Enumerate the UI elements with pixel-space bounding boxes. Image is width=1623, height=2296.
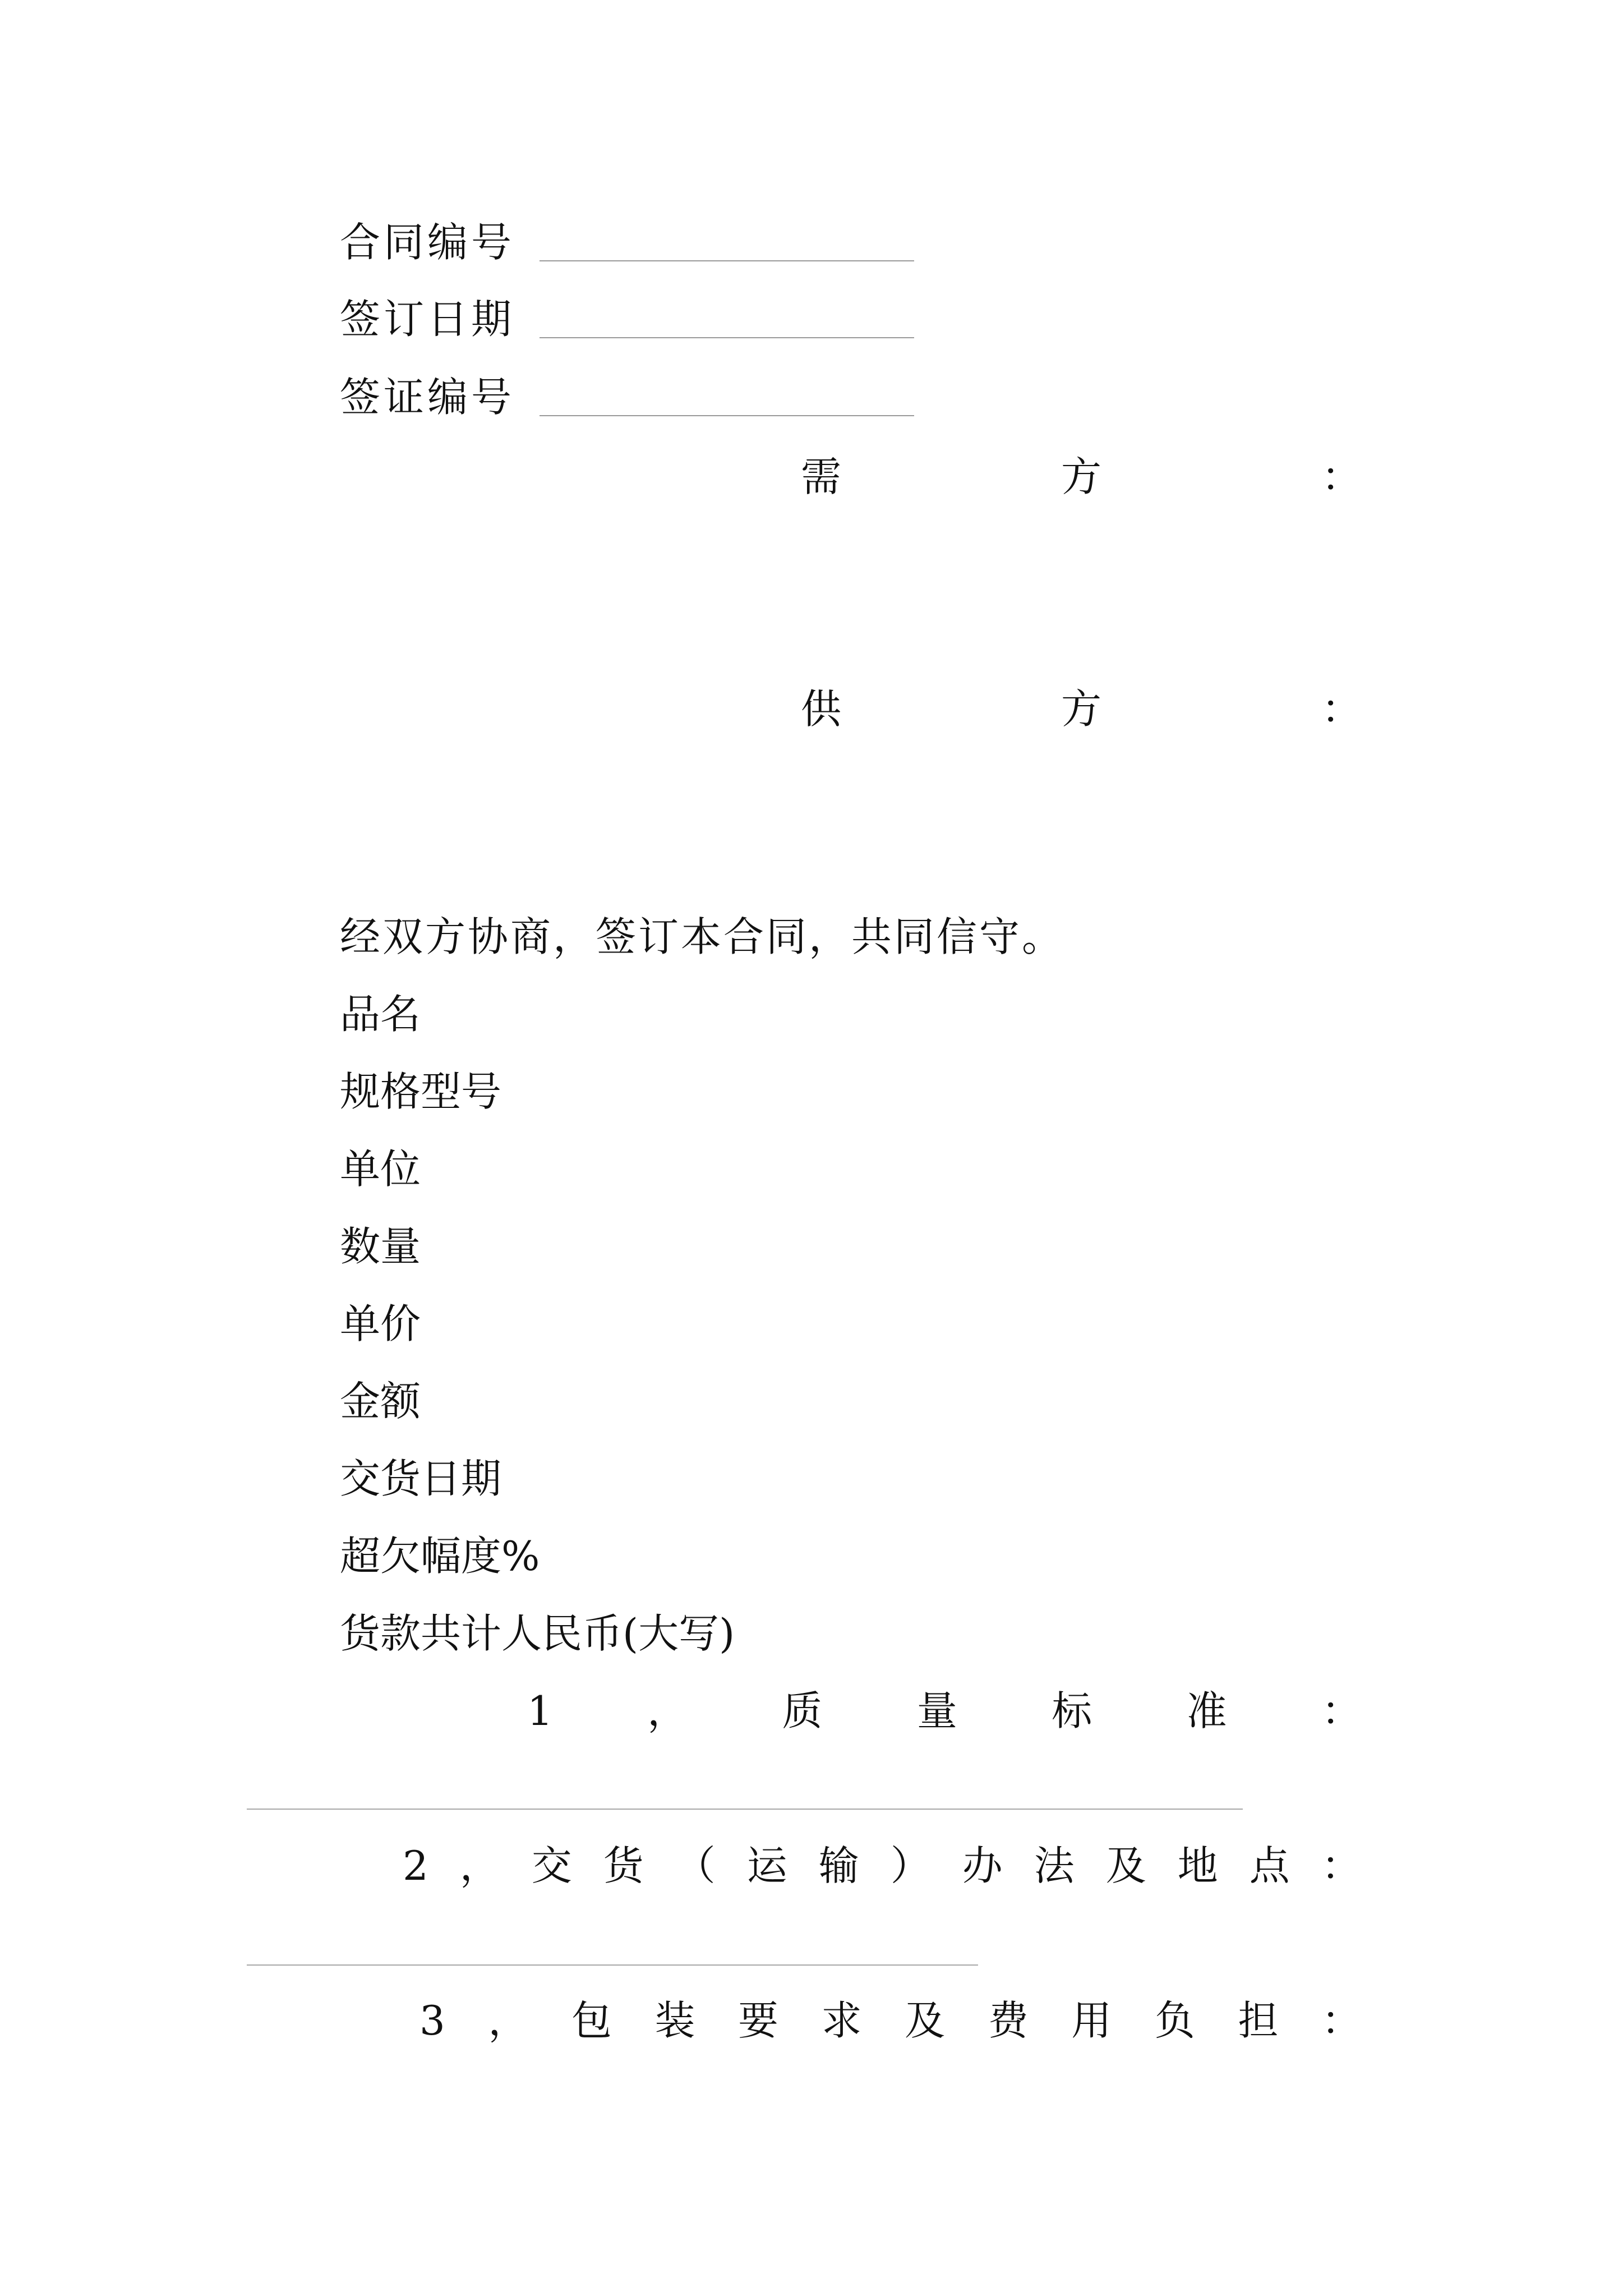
clause-char: ， — [459, 1842, 500, 1889]
clause-char: 要 — [738, 1997, 779, 2044]
clause-char: 2 — [403, 1842, 428, 1889]
intro-text: 经双方协商，签订本合同，共同信守。 — [340, 913, 1065, 960]
clause-char: 及 — [905, 1997, 946, 2044]
buyer-char: 方 — [1061, 453, 1101, 500]
clause-char: ： — [1321, 1997, 1362, 2044]
contract-number-label: 合同编号 — [340, 219, 515, 266]
clause-char: 1 — [527, 1687, 553, 1734]
item-label: 单位 — [340, 1145, 421, 1193]
seller-char: 供 — [801, 685, 842, 733]
buyer-char: ： — [1321, 453, 1362, 500]
clause-char: 3 — [419, 1997, 445, 2044]
seller-char: ： — [1321, 685, 1362, 733]
clause-char: 负 — [1154, 1997, 1195, 2044]
clause-1-blank-line — [247, 1809, 1243, 1810]
clause-char: 费 — [988, 1997, 1029, 2044]
clause-char: 量 — [916, 1687, 957, 1734]
clause-2 — [403, 1842, 1362, 1889]
clause-char: ： — [1321, 1842, 1362, 1889]
clause-char: 求 — [821, 1997, 862, 2044]
clause-char: 交 — [531, 1842, 572, 1889]
clause-char: （ — [675, 1842, 716, 1889]
clause-char: 输 — [818, 1842, 859, 1889]
clause-char: 办 — [962, 1842, 1003, 1889]
visa-number-field — [340, 374, 914, 421]
item-label: 单价 — [340, 1300, 421, 1347]
clause-char: ， — [488, 1997, 529, 2044]
sign-date-label: 签订日期 — [340, 296, 515, 343]
visa-number-label: 签证编号 — [340, 374, 515, 421]
item-label: 规格型号 — [340, 1068, 502, 1115]
item-label: 品名 — [340, 991, 421, 1038]
item-label: 金额 — [340, 1378, 421, 1425]
visa-number-blank — [540, 415, 914, 416]
item-label: 货款共计人民币(大写) — [340, 1610, 735, 1657]
item-label: 数量 — [340, 1223, 421, 1270]
item-label: 超欠幅度% — [340, 1533, 540, 1580]
buyer-line — [801, 453, 1362, 500]
contract-number-blank — [540, 260, 914, 261]
clause-char: 包 — [571, 1997, 612, 2044]
clause-char: 点 — [1249, 1842, 1290, 1889]
buyer-char: 需 — [801, 453, 842, 500]
clause-char: 质 — [782, 1687, 823, 1734]
clause-2-blank-line — [247, 1964, 978, 1966]
clause-char: ） — [890, 1842, 931, 1889]
clause-char: 用 — [1071, 1997, 1112, 2044]
clause-3 — [419, 1997, 1362, 2044]
sign-date-field — [340, 296, 914, 343]
clause-char: 及 — [1105, 1842, 1146, 1889]
clause-char: 标 — [1052, 1687, 1092, 1734]
seller-char: 方 — [1061, 685, 1101, 733]
seller-line — [801, 685, 1362, 733]
clause-char: 担 — [1238, 1997, 1279, 2044]
clause-char: 货 — [603, 1842, 644, 1889]
clause-char: ， — [647, 1687, 688, 1734]
clause-char: 法 — [1034, 1842, 1075, 1889]
clause-char: 地 — [1177, 1842, 1218, 1889]
contract-number-field — [340, 219, 914, 266]
clause-char: 运 — [746, 1842, 787, 1889]
clause-char: 准 — [1186, 1687, 1227, 1734]
clause-char: ： — [1321, 1687, 1362, 1734]
item-label: 交货日期 — [340, 1455, 502, 1502]
clause-1 — [527, 1687, 1362, 1734]
clause-char: 装 — [654, 1997, 695, 2044]
sign-date-blank — [540, 337, 914, 338]
